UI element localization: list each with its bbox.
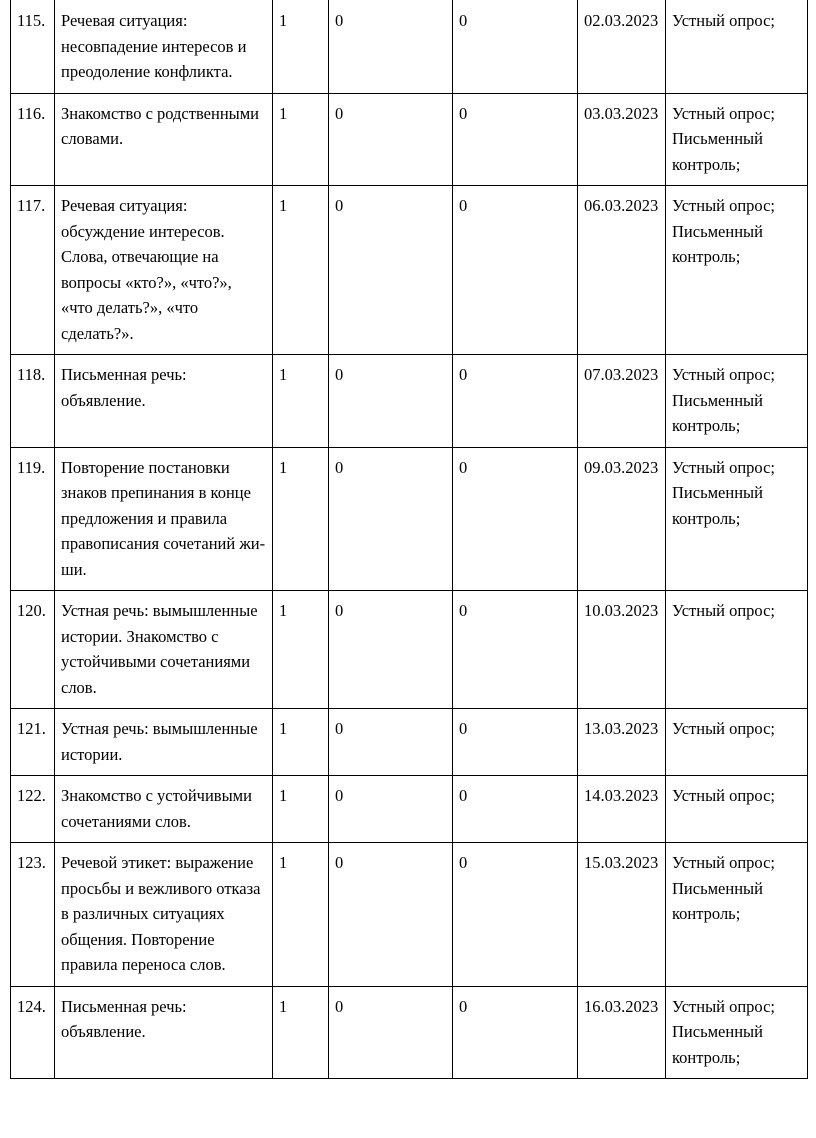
practical-works: 0 [453, 591, 578, 709]
lesson-number: 121. [11, 709, 55, 776]
control-form: Устный опрос; [666, 776, 808, 843]
table-row [11, 447, 808, 591]
lesson-date: 06.03.2023 [578, 186, 666, 355]
lesson-topic: Письменная речь: объявление. [55, 986, 273, 1079]
lesson-hours: 1 [273, 186, 329, 355]
control-form: Устный опрос; Письменный контроль; [666, 843, 808, 987]
lesson-hours: 1 [273, 0, 329, 93]
control-form: Устный опрос; Письменный контроль; [666, 186, 808, 355]
lesson-date: 13.03.2023 [578, 709, 666, 776]
lesson-topic: Письменная речь: объявление. [55, 355, 273, 448]
lesson-number: 115. [11, 0, 55, 93]
control-works: 0 [329, 0, 453, 93]
lesson-hours: 1 [273, 776, 329, 843]
lesson-number: 119. [11, 447, 55, 591]
lesson-number: 116. [11, 93, 55, 186]
lesson-number: 118. [11, 355, 55, 448]
control-works: 0 [329, 709, 453, 776]
lesson-hours: 1 [273, 93, 329, 186]
control-form: Устный опрос; [666, 591, 808, 709]
practical-works: 0 [453, 776, 578, 843]
table-row [11, 0, 808, 93]
lesson-date: 16.03.2023 [578, 986, 666, 1079]
lesson-hours: 1 [273, 447, 329, 591]
practical-works: 0 [453, 709, 578, 776]
lesson-plan-table [10, 0, 808, 1079]
lesson-date: 09.03.2023 [578, 447, 666, 591]
lesson-number: 117. [11, 186, 55, 355]
lesson-number: 122. [11, 776, 55, 843]
control-works: 0 [329, 776, 453, 843]
lesson-number: 120. [11, 591, 55, 709]
lesson-topic: Устная речь: вымышленные истории. [55, 709, 273, 776]
table-row [11, 355, 808, 448]
control-form: Устный опрос; Письменный контроль; [666, 355, 808, 448]
lesson-topic: Речевая ситуация: несовпадение интересов и преодоление конфликта. [55, 0, 273, 93]
lesson-hours: 1 [273, 591, 329, 709]
control-works: 0 [329, 447, 453, 591]
lesson-topic: Повторение постановки знаков препинания в конце предложения и правила правописания сочетаний жи-ши. [55, 447, 273, 591]
lesson-hours: 1 [273, 355, 329, 448]
control-works: 0 [329, 186, 453, 355]
practical-works: 0 [453, 355, 578, 448]
control-works: 0 [329, 986, 453, 1079]
lesson-date: 10.03.2023 [578, 591, 666, 709]
control-works: 0 [329, 843, 453, 987]
lesson-date: 14.03.2023 [578, 776, 666, 843]
control-form: Устный опрос; [666, 0, 808, 93]
control-form: Устный опрос; [666, 709, 808, 776]
table-row [11, 709, 808, 776]
practical-works: 0 [453, 186, 578, 355]
table-row [11, 186, 808, 355]
control-works: 0 [329, 93, 453, 186]
lesson-topic: Речевой этикет: выражение просьбы и вежливого отказа в различных ситуациях общения. Повторение правила переноса слов. [55, 843, 273, 987]
practical-works: 0 [453, 0, 578, 93]
lesson-topic: Знакомство с родственными словами. [55, 93, 273, 186]
lesson-hours: 1 [273, 986, 329, 1079]
practical-works: 0 [453, 93, 578, 186]
table-row [11, 843, 808, 987]
lesson-date: 02.03.2023 [578, 0, 666, 93]
lesson-number: 123. [11, 843, 55, 987]
lesson-date: 15.03.2023 [578, 843, 666, 987]
table-row [11, 591, 808, 709]
control-works: 0 [329, 355, 453, 448]
table-row [11, 986, 808, 1079]
lesson-number: 124. [11, 986, 55, 1079]
lesson-topic: Знакомство с устойчивыми сочетаниями слов. [55, 776, 273, 843]
lesson-date: 03.03.2023 [578, 93, 666, 186]
practical-works: 0 [453, 986, 578, 1079]
control-form: Устный опрос; Письменный контроль; [666, 986, 808, 1079]
practical-works: 0 [453, 843, 578, 987]
control-works: 0 [329, 591, 453, 709]
table-row [11, 93, 808, 186]
lesson-topic: Устная речь: вымышленные истории. Знакомство с устойчивыми сочетаниями слов. [55, 591, 273, 709]
practical-works: 0 [453, 447, 578, 591]
lesson-topic: Речевая ситуация: обсуждение интересов. Слова, отвечающие на вопросы «кто?», «что?», «что делать?», «что сделать?». [55, 186, 273, 355]
table-row [11, 776, 808, 843]
control-form: Устный опрос; Письменный контроль; [666, 447, 808, 591]
lesson-hours: 1 [273, 843, 329, 987]
lesson-hours: 1 [273, 709, 329, 776]
lesson-date: 07.03.2023 [578, 355, 666, 448]
control-form: Устный опрос; Письменный контроль; [666, 93, 808, 186]
